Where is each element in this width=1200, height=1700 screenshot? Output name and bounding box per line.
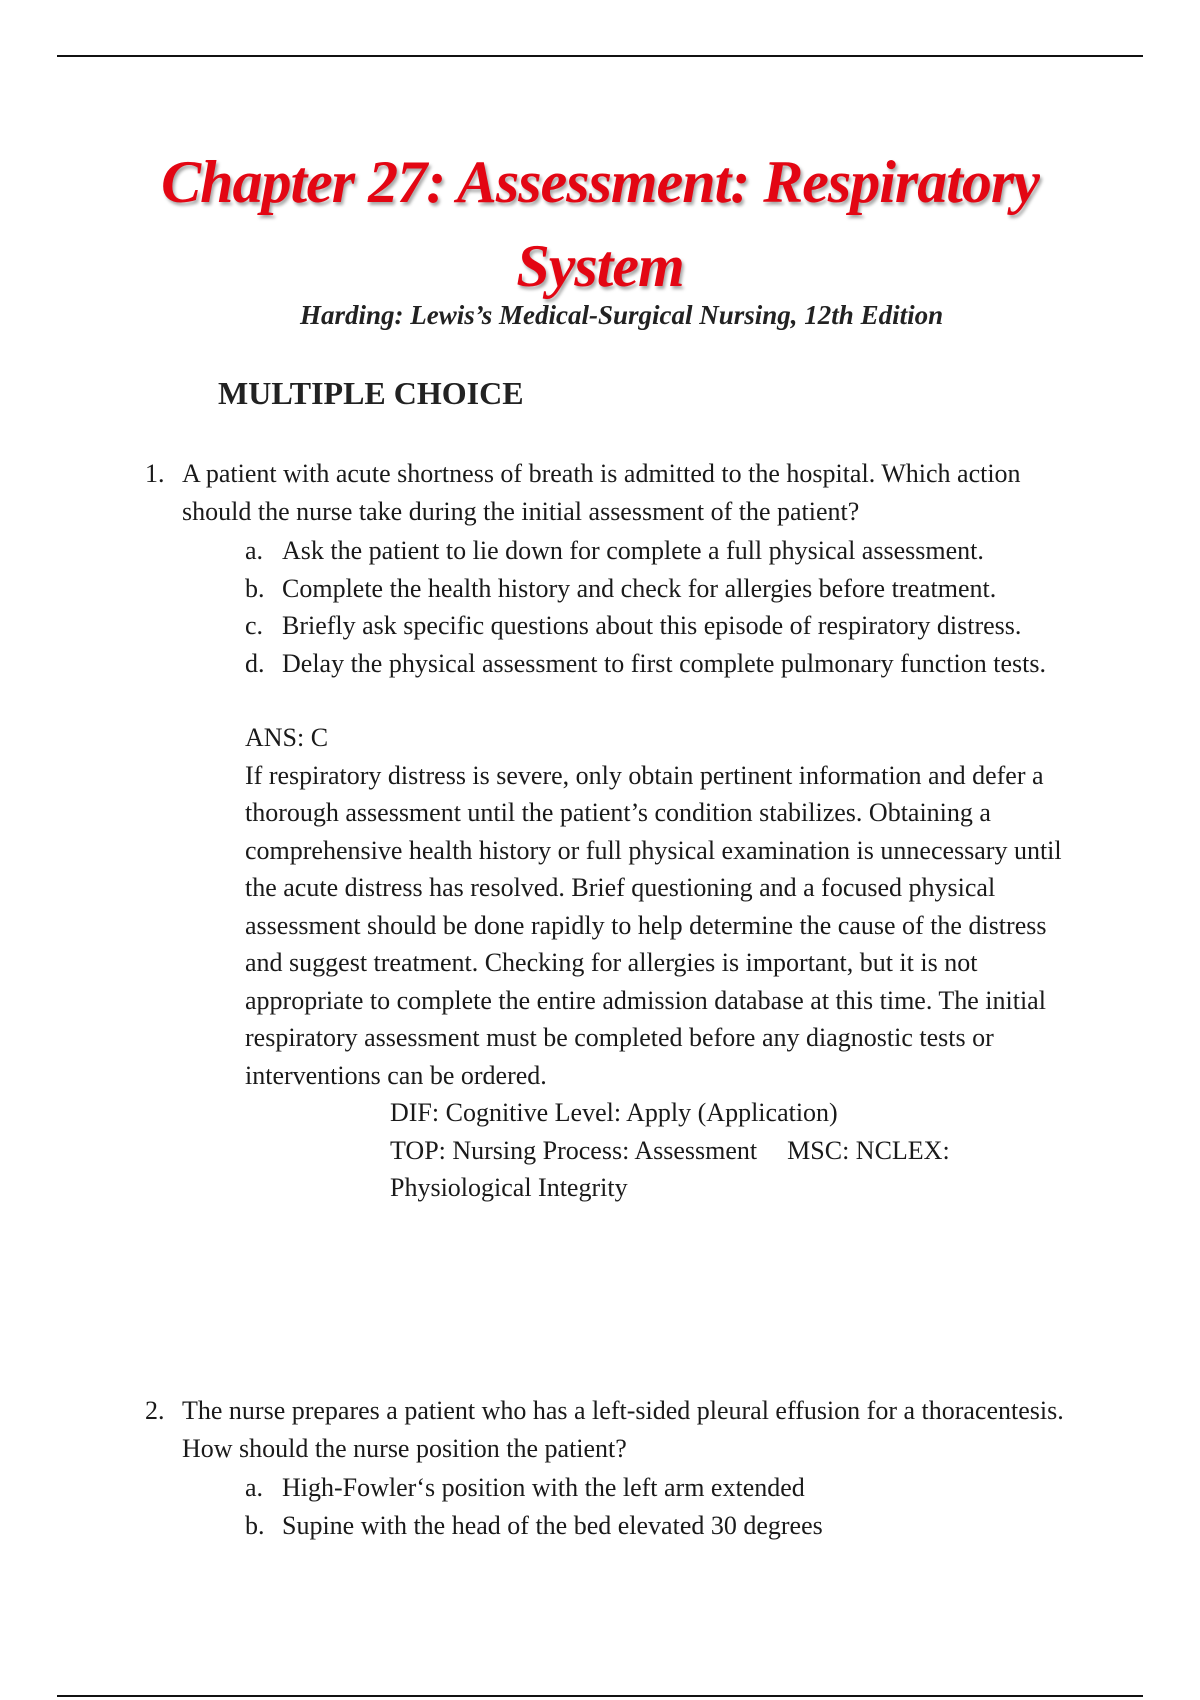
option-a bbox=[245, 532, 1080, 570]
question-2 bbox=[145, 1392, 1080, 1544]
bottom-rule bbox=[57, 1695, 1143, 1697]
difficulty-label: DIF: Cognitive Level: Apply (Application) bbox=[390, 1098, 838, 1127]
question-number: 2. bbox=[145, 1396, 165, 1425]
option-text: High-Fowler‘s position with the left arm extended bbox=[282, 1473, 805, 1502]
rationale-text: If respiratory distress is severe, only obtain pertinent information and defer a thorough assessment until the patient’s condition stabilizes. Obtaining a comprehensive health history or full physical examination is unnecessary until the acute distress has resolved. Brief questioning and a focused physical assessment should be done rapidly to help determine the cause of the distress and suggest treatment. Checking for allergies is important, but it is not appropriate to complete the entire admission database at this time. The initial respiratory assessment must be completed before any diagnostic tests or interventions can be ordered. bbox=[245, 760, 1062, 1090]
option-b bbox=[245, 1507, 1080, 1545]
top-rule bbox=[57, 55, 1143, 57]
book-subtitle: Harding: Lewis’s Medical-Surgical Nursing, 12th Edition bbox=[300, 300, 944, 330]
answer-options bbox=[245, 1469, 1080, 1544]
option-text: Ask the patient to lie down for complete a full physical assessment. bbox=[282, 536, 984, 565]
option-c bbox=[245, 607, 1080, 645]
question-stem: The nurse prepares a patient who has a left-sided pleural effusion for a thoracentesis. How should the nurse position the patient? bbox=[182, 1396, 1064, 1463]
answer-key: ANS: C bbox=[245, 723, 329, 752]
topic-label: TOP: Nursing Process: Assessment bbox=[390, 1135, 758, 1165]
option-letter: d. bbox=[245, 648, 265, 678]
msc-label: MSC: NCLEX: Physiological Integrity bbox=[390, 1135, 950, 1202]
option-b bbox=[245, 570, 1080, 608]
option-text: Delay the physical assessment to first complete pulmonary function tests. bbox=[282, 648, 1046, 678]
option-a bbox=[245, 1469, 1080, 1507]
option-letter: b. bbox=[245, 1510, 265, 1540]
option-letter: a. bbox=[245, 1473, 264, 1502]
section-heading: MULTIPLE CHOICE bbox=[218, 375, 524, 411]
question-metadata bbox=[390, 1094, 1080, 1207]
option-text: Supine with the head of the bed elevated 30 degrees bbox=[282, 1510, 823, 1540]
answer-block bbox=[245, 719, 1080, 1207]
answer-options bbox=[245, 532, 1080, 682]
option-d bbox=[245, 645, 1080, 683]
option-letter: a. bbox=[245, 536, 264, 565]
option-letter: b. bbox=[245, 573, 265, 603]
option-text: Briefly ask specific questions about this episode of respiratory distress. bbox=[282, 611, 1022, 640]
page-title: Chapter 27: Assessment: Respiratory System bbox=[161, 149, 1039, 299]
question-1 bbox=[145, 455, 1080, 1207]
question-stem: A patient with acute shortness of breath is admitted to the hospital. Which action should the nurse take during the initial assessment of the patient? bbox=[182, 459, 1021, 526]
option-text: Complete the health history and check for allergies before treatment. bbox=[282, 573, 997, 603]
option-letter: c. bbox=[245, 611, 264, 640]
question-number: 1. bbox=[145, 459, 165, 488]
